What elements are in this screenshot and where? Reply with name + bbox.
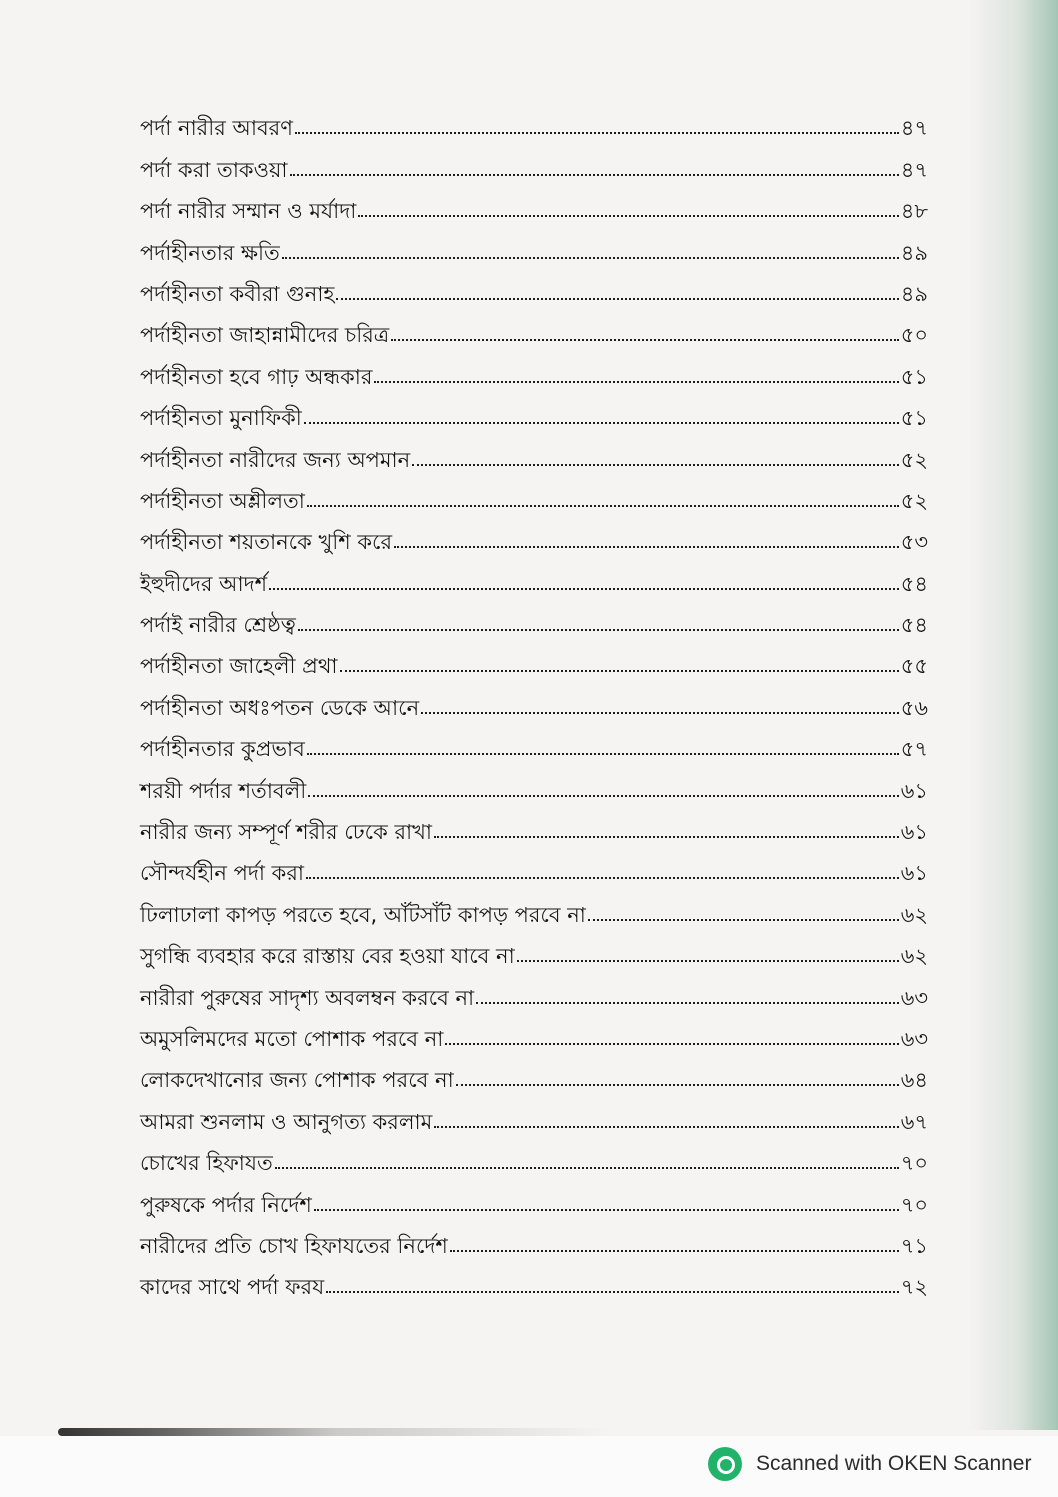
toc-entry-page-number: ৫২ xyxy=(900,447,928,472)
toc-dot-leader xyxy=(298,629,899,631)
toc-entry xyxy=(140,926,928,967)
toc-entry-title: পর্দাহীনতা হবে গাঢ় অন্ধকার xyxy=(140,364,373,389)
toc-dot-leader xyxy=(275,1167,899,1169)
toc-entry-page-number: ৪৭ xyxy=(900,157,928,182)
toc-dot-leader xyxy=(476,1002,899,1004)
oken-scanner-logo-icon xyxy=(708,1447,742,1481)
toc-entry-title: লোকদেখানোর জন্য পোশাক পরবে না xyxy=(140,1068,454,1093)
toc-entry-page-number: ৬৩ xyxy=(900,985,928,1010)
toc-entry-page-number: ৫৪ xyxy=(900,613,928,638)
toc-entry-page-number: ৬১ xyxy=(900,861,928,886)
toc-dot-leader xyxy=(434,836,899,838)
toc-dot-leader xyxy=(314,1209,899,1211)
page-bottom-edge xyxy=(58,1428,978,1436)
toc-entry-page-number: ৫৫ xyxy=(900,654,928,679)
toc-entry-title: পর্দাহীনতা কবীরা গুনাহ xyxy=(140,281,335,306)
toc-entry xyxy=(140,760,928,801)
toc-entry-title: সৌন্দর্যহীন পর্দা করা xyxy=(140,861,304,886)
toc-entry-page-number: ৬২ xyxy=(900,944,928,969)
toc-dot-leader xyxy=(456,1084,899,1086)
toc-entry xyxy=(140,1091,928,1132)
toc-entry xyxy=(140,471,928,512)
toc-entry-page-number: ৭১ xyxy=(900,1233,928,1258)
toc-entry xyxy=(140,1257,928,1298)
scanner-watermark xyxy=(708,1444,1031,1484)
toc-entry xyxy=(140,677,928,718)
toc-entry-page-number: ৫৪ xyxy=(900,571,928,596)
toc-entry-title: পর্দাহীনতার কুপ্রভাব xyxy=(140,737,305,762)
toc-entry-title: পুরুষকে পর্দার নির্দেশ xyxy=(140,1192,312,1217)
toc-entry-title: চোখের হিফাযত xyxy=(140,1151,273,1176)
toc-entry-page-number: ৪৮ xyxy=(900,199,928,224)
toc-entry xyxy=(140,139,928,180)
toc-entry-page-number: ৭২ xyxy=(900,1275,928,1300)
toc-entry-title: পর্দাহীনতা জাহান্নামীদের চরিত্র xyxy=(140,323,390,348)
toc-entry-title: ঢিলাঢালা কাপড় পরতে হবে, আঁটসাঁট কাপড় পরবে না xyxy=(140,902,586,927)
toc-dot-leader xyxy=(282,257,899,259)
toc-entry-title: নারীরা পুরুষের সাদৃশ্য অবলম্বন করবে না xyxy=(140,985,475,1010)
scanner-label: Scanned with OKEN Scanner xyxy=(756,1452,1032,1475)
toc-dot-leader xyxy=(421,712,899,714)
toc-dot-leader xyxy=(326,1291,898,1293)
toc-entry-page-number: ৫০ xyxy=(900,323,928,348)
toc-entry xyxy=(140,967,928,1008)
toc-entry-title: কাদের সাথে পর্দা ফরয xyxy=(140,1275,325,1300)
toc-entry xyxy=(140,553,928,594)
toc-dot-leader xyxy=(391,339,898,341)
toc-dot-leader xyxy=(588,919,899,921)
toc-entry xyxy=(140,429,928,470)
toc-entry-title: আমরা শুনলাম ও আনুগত্য করলাম xyxy=(140,1109,433,1134)
toc-dot-leader xyxy=(445,1043,898,1045)
toc-entry-page-number: ৫২ xyxy=(900,488,928,513)
toc-entry-page-number: ৬৪ xyxy=(900,1068,928,1093)
toc-entry xyxy=(140,636,928,677)
toc-dot-leader xyxy=(517,960,899,962)
toc-dot-leader xyxy=(269,588,899,590)
toc-entry xyxy=(140,1009,928,1050)
toc-entry-title: নারীদের প্রতি চোখ হিফাযতের নির্দেশ xyxy=(140,1233,448,1258)
toc-entry-page-number: ৪৭ xyxy=(900,116,928,141)
toc-dot-leader xyxy=(434,1126,898,1128)
toc-dot-leader xyxy=(374,381,898,383)
toc-dot-leader xyxy=(290,174,899,176)
toc-entry-title: পর্দাহীনতা অধঃপতন ডেকে আনে xyxy=(140,695,420,720)
toc-entry xyxy=(140,1216,928,1257)
toc-dot-leader xyxy=(307,505,899,507)
toc-entry xyxy=(140,264,928,305)
toc-entry-page-number: ৬৭ xyxy=(900,1109,928,1134)
toc-dot-leader xyxy=(394,546,899,548)
toc-entry-title: পর্দাহীনতা জাহেলী প্রথা xyxy=(140,654,338,679)
toc-entry xyxy=(140,512,928,553)
toc-entry-page-number: ৪৯ xyxy=(900,240,928,265)
toc-entry-title: পর্দাহীনতার ক্ষতি xyxy=(140,240,280,265)
toc-entry-title: অমুসলিমদের মতো পোশাক পরবে না xyxy=(140,1026,444,1051)
toc-entry-title: পর্দাই নারীর শ্রেষ্ঠত্ব xyxy=(140,613,296,638)
toc-dot-leader xyxy=(307,753,899,755)
toc-entry-page-number: ৬৩ xyxy=(900,1026,928,1051)
toc-entry xyxy=(140,884,928,925)
toc-entry-title: ইহুদীদের আদর্শ xyxy=(140,571,268,596)
page-edge-shadow xyxy=(968,0,1058,1430)
toc-entry-title: পর্দাহীনতা মুনাফিকী xyxy=(140,406,302,431)
toc-entry-title: পর্দা নারীর আবরণ xyxy=(140,116,293,141)
toc-entry xyxy=(140,388,928,429)
toc-dot-leader xyxy=(336,298,898,300)
toc-entry-title: নারীর জন্য সম্পূর্ণ শরীর ঢেকে রাখা xyxy=(140,820,433,845)
toc-entry-title: পর্দা নারীর সম্মান ও মর্যাদা xyxy=(140,199,357,224)
toc-entry xyxy=(140,1174,928,1215)
toc-entry-page-number: ৫১ xyxy=(900,406,928,431)
toc-entry-title: সুগন্ধি ব্যবহার করে রাস্তায় বের হওয়া যাবে না xyxy=(140,944,515,969)
toc-entry-page-number: ৫১ xyxy=(900,364,928,389)
toc-entry xyxy=(140,1050,928,1091)
toc-entry-page-number: ৭০ xyxy=(900,1151,928,1176)
toc-entry-title: পর্দাহীনতা অশ্লীলতা xyxy=(140,488,305,513)
toc-entry xyxy=(140,98,928,139)
toc-entry xyxy=(140,305,928,346)
toc-entry-title: শরয়ী পর্দার শর্তাবলী xyxy=(140,778,307,803)
toc-entry-title: পর্দাহীনতা নারীদের জন্য অপমান xyxy=(140,447,411,472)
toc-entry-page-number: ৫৭ xyxy=(900,737,928,762)
toc-dot-leader xyxy=(295,132,899,134)
toc-entry-page-number: ৪৯ xyxy=(900,281,928,306)
toc-entry xyxy=(140,346,928,387)
toc-dot-leader xyxy=(450,1250,899,1252)
toc-dot-leader xyxy=(358,215,898,217)
toc-entry-page-number: ৭০ xyxy=(900,1192,928,1217)
toc-dot-leader xyxy=(412,464,899,466)
toc-dot-leader xyxy=(304,422,899,424)
toc-entry xyxy=(140,802,928,843)
toc-entry-page-number: ৬২ xyxy=(900,902,928,927)
table-of-contents xyxy=(140,98,928,1298)
toc-dot-leader xyxy=(340,670,899,672)
toc-entry xyxy=(140,1133,928,1174)
toc-entry-page-number: ৫৬ xyxy=(900,695,928,720)
toc-dot-leader xyxy=(308,795,898,797)
toc-entry-title: পর্দা করা তাকওয়া xyxy=(140,157,288,182)
toc-entry-title: পর্দাহীনতা শয়তানকে খুশি করে xyxy=(140,530,393,555)
toc-entry xyxy=(140,843,928,884)
toc-entry xyxy=(140,181,928,222)
toc-entry xyxy=(140,222,928,263)
toc-entry-page-number: ৬১ xyxy=(900,778,928,803)
toc-entry xyxy=(140,595,928,636)
toc-dot-leader xyxy=(306,877,899,879)
toc-entry-page-number: ৫৩ xyxy=(900,530,928,555)
toc-entry xyxy=(140,719,928,760)
toc-entry-page-number: ৬১ xyxy=(900,820,928,845)
